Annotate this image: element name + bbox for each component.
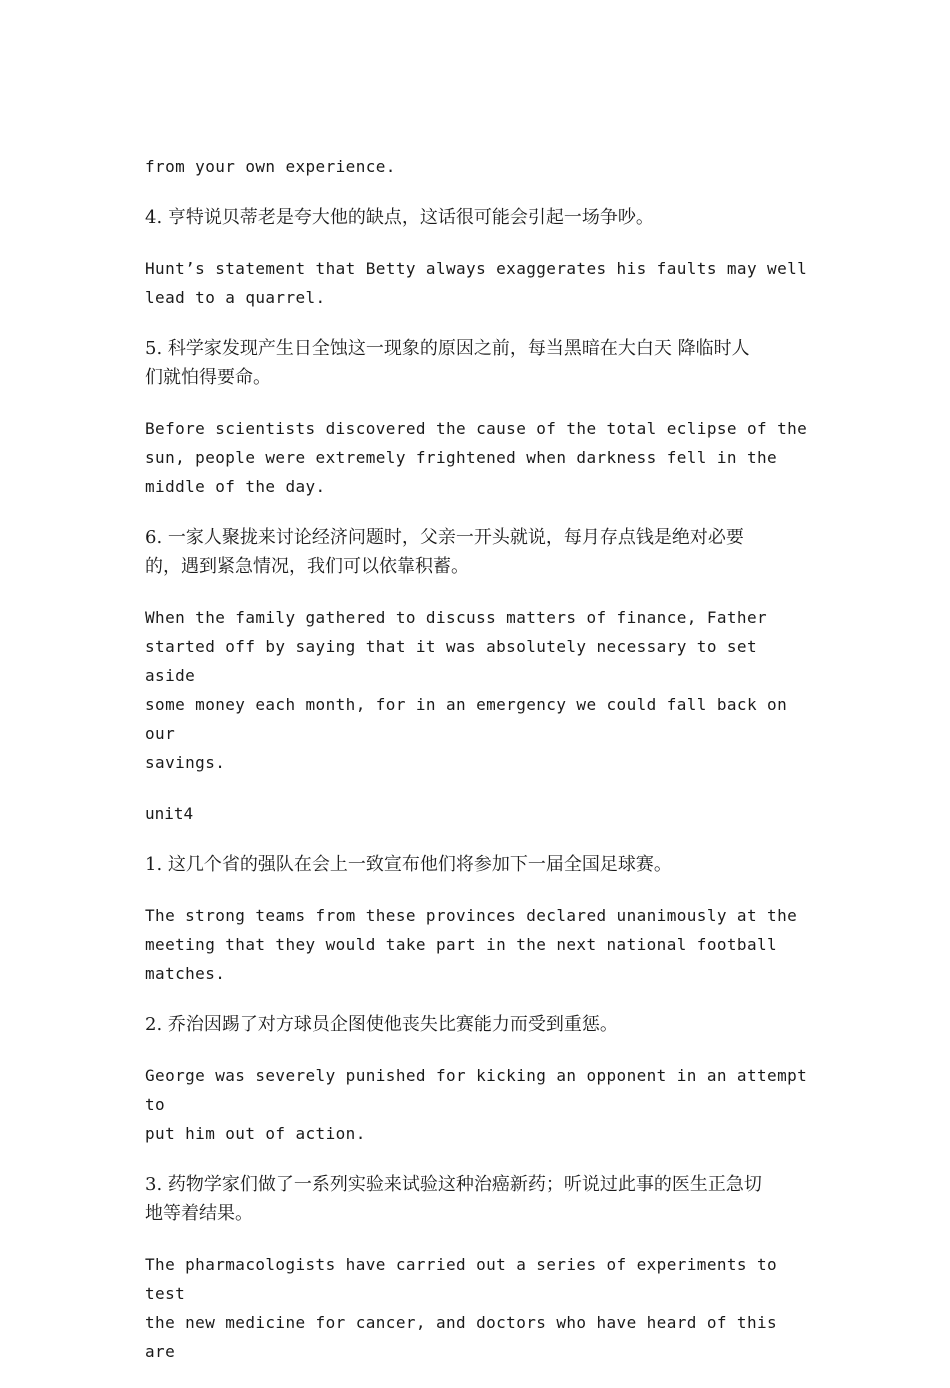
- chinese-sentence-paragraph: [145, 334, 810, 392]
- text-line: unit4: [145, 804, 194, 823]
- english-translation-paragraph: [145, 1061, 810, 1148]
- text-line: 2. 乔治因踢了对方球员企图使他丧失比赛能力而受到重惩。: [145, 1014, 618, 1035]
- text-line: sun, people were extremely frightened when darkness fell in the: [145, 448, 778, 467]
- text-line: Hunt’s statement that Betty always exaggerates his faults may well: [145, 259, 808, 278]
- text-line: the new medicine for cancer, and doctors who have heard of this are: [145, 1313, 778, 1361]
- text-line: started off by saying that it was absolutely necessary to set aside: [145, 637, 758, 685]
- text-line: 3. 药物学家们做了一系列实验来试验这种治癌新药；听说过此事的医生正急切: [145, 1174, 762, 1195]
- text-line: The pharmacologists have carried out a series of experiments to test: [145, 1255, 778, 1303]
- text-line: 地等着结果。: [145, 1203, 253, 1224]
- unit-heading: [145, 799, 810, 828]
- text-line: Before scientists discovered the cause of the total eclipse of the: [145, 419, 808, 438]
- english-translation-paragraph: [145, 254, 810, 312]
- english-translation-paragraph: [145, 152, 810, 181]
- text-line: 1. 这几个省的强队在会上一致宣布他们将参加下一届全国足球赛。: [145, 854, 672, 875]
- text-line: The strong teams from these provinces declared unanimously at the: [145, 906, 798, 925]
- text-line: George was severely punished for kicking an opponent in an attempt to: [145, 1066, 808, 1114]
- text-line: 们就怕得要命。: [145, 367, 271, 388]
- english-translation-paragraph: [145, 901, 810, 988]
- text-line: When the family gathered to discuss matters of finance, Father: [145, 608, 768, 627]
- chinese-sentence-paragraph: [145, 1010, 810, 1039]
- text-line: 4. 亨特说贝蒂老是夸大他的缺点，这话很可能会引起一场争吵。: [145, 207, 654, 228]
- chinese-sentence-paragraph: [145, 203, 810, 232]
- text-line: lead to a quarrel.: [145, 288, 326, 307]
- text-line: put him out of action.: [145, 1124, 366, 1143]
- text-line: 6. 一家人聚拢来讨论经济问题时，父亲一开头就说，每月存点钱是绝对必要: [145, 527, 744, 548]
- text-line: some money each month, for in an emergency we could fall back on our: [145, 695, 788, 743]
- text-line: savings.: [145, 753, 226, 772]
- text-line: middle of the day.: [145, 477, 326, 496]
- text-line: from your own experience.: [145, 157, 396, 176]
- chinese-sentence-paragraph: [145, 850, 810, 879]
- english-translation-paragraph: [145, 414, 810, 501]
- english-translation-paragraph: [145, 1250, 810, 1366]
- text-line: matches.: [145, 964, 226, 983]
- document-body: [145, 152, 810, 1388]
- chinese-sentence-paragraph: [145, 1170, 810, 1228]
- text-line: 的，遇到紧急情况，我们可以依靠积蓄。: [145, 556, 469, 577]
- text-line: 5. 科学家发现产生日全蚀这一现象的原因之前，每当黑暗在大白天 降临时人: [145, 338, 750, 359]
- chinese-sentence-paragraph: [145, 523, 810, 581]
- text-line: meeting that they would take part in the next national football: [145, 935, 778, 954]
- english-translation-paragraph: [145, 603, 810, 777]
